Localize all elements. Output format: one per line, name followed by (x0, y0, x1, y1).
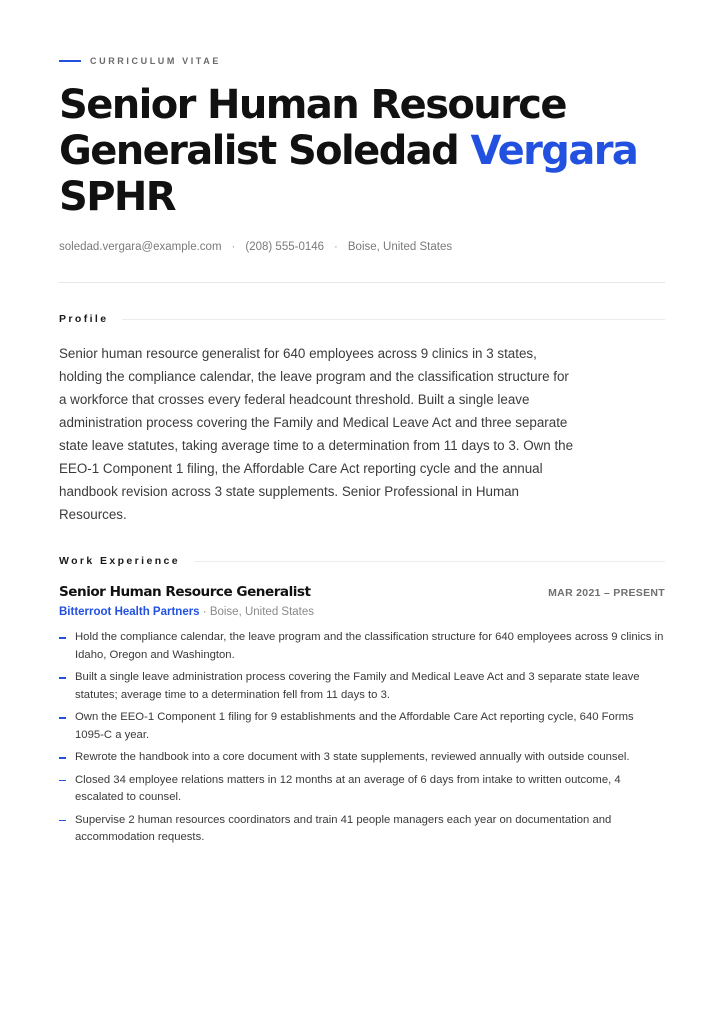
profile-section-heading (59, 313, 665, 325)
job-dates: MAR 2021 – PRESENT (548, 587, 665, 599)
contact-phone: (208) 555-0146 (245, 241, 325, 253)
job-bullet (59, 772, 665, 807)
contact-separator: · (231, 241, 236, 253)
name-tail: SPHR (59, 174, 176, 220)
job-bullet-text: Built a single leave administration process covering the Family and Medical Leave Act and 3 separate state leave statutes; average time to a determination fell from 11 days to 3. (75, 671, 640, 701)
header-divider (59, 282, 665, 283)
job-location: · Boise, United States (199, 606, 315, 618)
job-title: Senior Human Resource Generalist (59, 584, 311, 600)
bullet-dash-icon (59, 717, 66, 719)
contact-line (59, 241, 452, 253)
eyebrow-label: CURRICULUM VITAE (90, 56, 221, 66)
job-organization (59, 606, 314, 618)
eyebrow (59, 56, 221, 66)
job-bullet-text: Rewrote the handbook into a core document with 3 state supplements, reviewed annually with outside counsel. (75, 751, 630, 763)
page-title (59, 82, 665, 220)
contact-email: soledad.vergara@example.com (59, 241, 222, 253)
job-bullet (59, 709, 665, 744)
name-accent: Vergara (470, 128, 638, 174)
job-company: Bitterroot Health Partners (59, 606, 200, 618)
job-bullet-text: Closed 34 employee relations matters in 12 months at an average of 6 days from intake to written outcome, 4 escalated to counsel. (75, 773, 621, 803)
eyebrow-rule (59, 60, 81, 62)
bullet-dash-icon (59, 820, 66, 822)
profile-heading: Profile (59, 313, 109, 325)
contact-separator: · (334, 241, 338, 253)
job-bullet-list (59, 629, 665, 852)
job-bullet (59, 812, 665, 847)
name-lead: Senior Human Resource Generalist Soledad (59, 82, 566, 174)
experience-heading-rule (194, 561, 665, 562)
job-bullet-text: Own the EEO-1 Component 1 filing for 9 establishments and the Affordable Care Act reporting cycle, 640 Forms 1095-C a year. (75, 711, 634, 741)
job-bullet-text: Hold the compliance calendar, the leave program and the classification structure for 640 employees across 9 clinics in Idaho, Oregon and Washington. (75, 631, 664, 661)
job-bullet (59, 629, 665, 664)
job-bullet (59, 749, 665, 767)
job-bullet (59, 669, 665, 704)
bullet-dash-icon (59, 677, 66, 679)
bullet-dash-icon (59, 637, 66, 639)
bullet-dash-icon (59, 757, 66, 759)
experience-section-heading (59, 555, 665, 567)
profile-text: Senior human resource generalist for 640 employees across 9 clinics in 3 states, holding the compliance calendar, the leave program and the classification structure for a workforce that crosses every federal headcount threshold. Built a single leave administration process covering the Family and Medical Leave Act and three separate state leave statutes, taking average time to a determination from 11 days to 3. Own the EEO-1 Component 1 filing, the Affordable Care Act reporting cycle and the annual handbook revision across 3 state supplements. Senior Professional in Human Resources. (59, 346, 574, 522)
job-bullet-text: Supervise 2 human resources coordinators and train 41 people managers each year on documentation and accommodation requests. (75, 813, 612, 843)
contact-location: Boise, United States (347, 241, 453, 253)
bullet-dash-icon (59, 780, 66, 782)
experience-heading: Work Experience (59, 555, 181, 567)
profile-heading-rule (122, 319, 665, 320)
